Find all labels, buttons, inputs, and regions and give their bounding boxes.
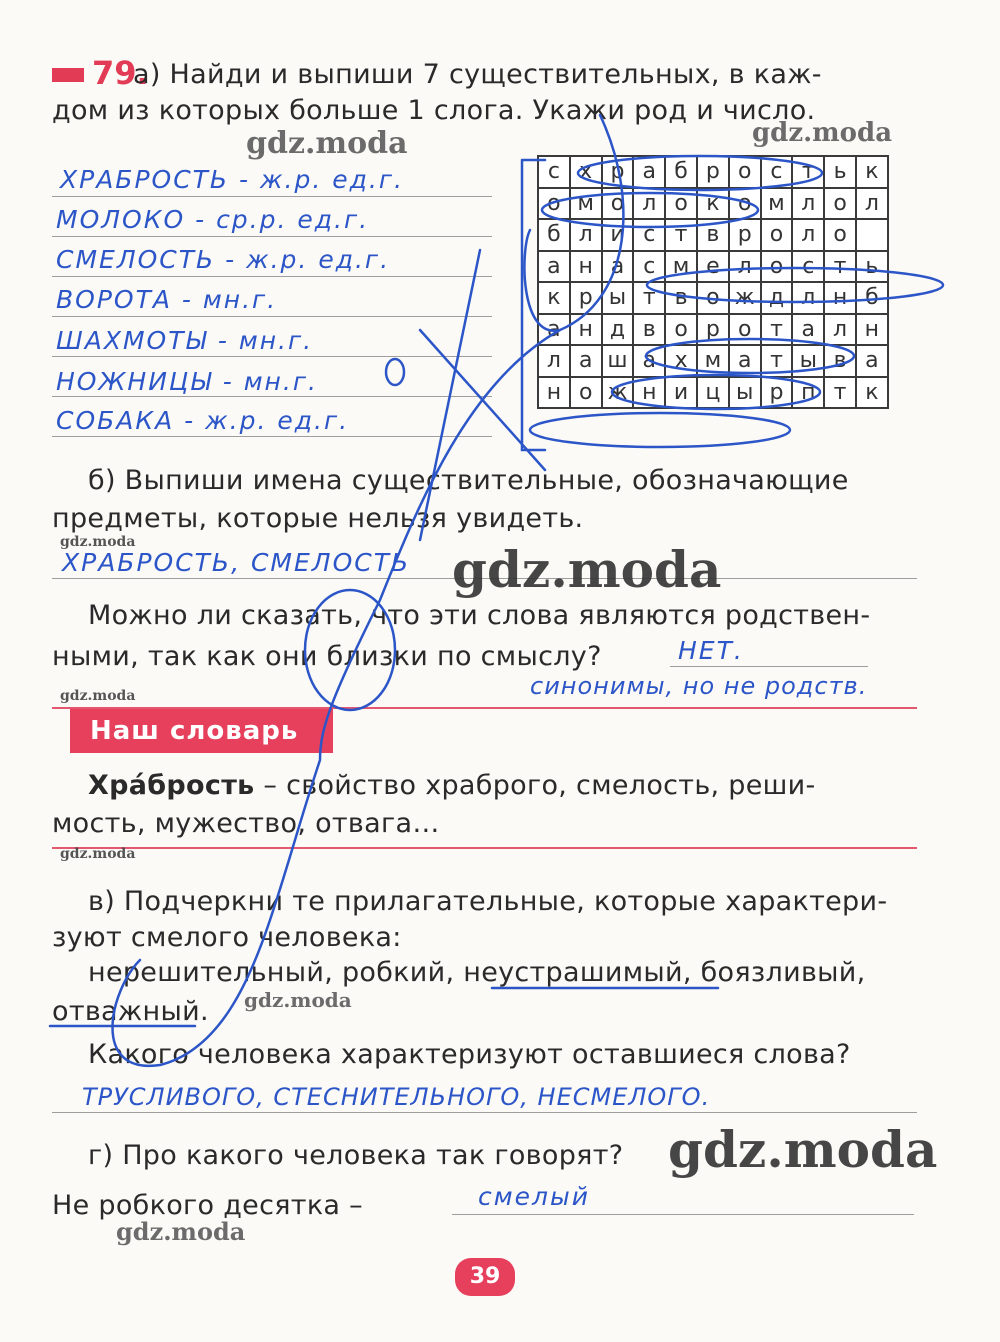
grid-cell: л <box>856 188 888 220</box>
answer-rule <box>52 276 492 277</box>
answer-d: смелый <box>478 1182 590 1211</box>
grid-cell <box>856 219 888 251</box>
answer-rule <box>52 196 492 197</box>
grid-cell: т <box>761 345 793 377</box>
grid-cell: б <box>538 219 570 251</box>
task-c-line1: в) Подчеркни те прилагательные, которые характери- <box>88 886 888 917</box>
grid-cell: р <box>697 314 729 346</box>
grid-cell: л <box>538 345 570 377</box>
watermark: gdz.moda <box>60 688 136 704</box>
grid-cell: и <box>602 219 634 251</box>
grid-cell: а <box>729 345 761 377</box>
grid-cell: р <box>570 282 602 314</box>
grid-cell: и <box>665 377 697 409</box>
task-b-line2: предметы, которые нельзя увидеть. <box>52 503 584 534</box>
grid-cell: а <box>633 156 665 188</box>
grid-cell: д <box>761 282 793 314</box>
answer-rule <box>52 1112 917 1113</box>
answer-b-q2: синонимы, но не родств. <box>530 672 868 700</box>
grid-cell: п <box>792 377 824 409</box>
grid-row <box>538 314 888 346</box>
grid-cell: в <box>824 345 856 377</box>
answer-rule <box>52 356 492 357</box>
grid-cell: с <box>633 219 665 251</box>
grid-cell: р <box>729 219 761 251</box>
task-b-line1: б) Выпиши имена существительные, обозначающие <box>88 465 849 496</box>
grid-cell: о <box>761 251 793 283</box>
grid-cell: л <box>792 282 824 314</box>
grid-cell: ы <box>792 345 824 377</box>
grid-cell: а <box>856 345 888 377</box>
grid-cell: о <box>665 314 697 346</box>
grid-cell: б <box>856 282 888 314</box>
grid-cell: б <box>665 156 697 188</box>
grid-cell: в <box>633 314 665 346</box>
grid-cell: а <box>602 251 634 283</box>
grid-cell: ы <box>602 282 634 314</box>
grid-cell: р <box>697 156 729 188</box>
grid-cell: ж <box>729 282 761 314</box>
grid-row <box>538 219 888 251</box>
grid-cell: ь <box>824 156 856 188</box>
grid-cell: т <box>633 282 665 314</box>
watermark: gdz.moda <box>60 534 136 550</box>
answer-rule <box>670 666 868 667</box>
watermark: gdz.moda <box>752 118 893 148</box>
grid-cell: о <box>729 156 761 188</box>
dictionary-line1 <box>88 770 816 801</box>
answer-a-3: СМЕЛОСТЬ - ж.р. ед.г. <box>56 245 391 274</box>
grid-cell: в <box>665 282 697 314</box>
grid-cell: о <box>570 377 602 409</box>
answer-a-4: ВОРОТА - мн.г. <box>56 285 278 314</box>
grid-cell: н <box>856 314 888 346</box>
answer-a-1: ХРАБРОСТЬ - ж.р. ед.г. <box>60 165 404 194</box>
task-c-question: Какого человека характеризуют оставшиеся слова? <box>88 1039 851 1070</box>
answer-rule <box>52 316 492 317</box>
grid-cell: т <box>792 156 824 188</box>
grid-cell: н <box>570 314 602 346</box>
grid-cell: н <box>538 377 570 409</box>
task-c-line2: зуют смелого человека: <box>52 922 402 953</box>
grid-cell: т <box>665 219 697 251</box>
grid-cell: о <box>602 188 634 220</box>
dictionary-word: Хра́брость <box>88 770 255 801</box>
task-marker <box>52 68 84 82</box>
answer-a-5: ШАХМОТЫ - мн.г. <box>56 326 314 355</box>
grid-cell: м <box>697 345 729 377</box>
grid-cell: л <box>633 188 665 220</box>
grid-cell: а <box>570 345 602 377</box>
doodle-loop <box>386 359 404 385</box>
grid-cell: к <box>538 282 570 314</box>
answer-a-6: НОЖНИЦЫ - мн.г. <box>56 367 318 396</box>
grid-cell: ы <box>729 377 761 409</box>
grid-cell: о <box>538 188 570 220</box>
grid-cell: о <box>761 219 793 251</box>
grid-cell: а <box>633 345 665 377</box>
answer-rule <box>52 396 492 397</box>
grid-row <box>538 345 888 377</box>
task-b-question-line2: ными, так как они близки по смыслу? <box>52 641 602 672</box>
grid-cell: ж <box>602 377 634 409</box>
grid-cell: а <box>538 314 570 346</box>
answer-a-2: МОЛОКО - ср.р. ед.г. <box>56 205 370 234</box>
task-a-line2: дом из которых больше 1 слога. Укажи род и число. <box>52 95 816 126</box>
grid-cell: о <box>729 314 761 346</box>
grid-cell: д <box>602 314 634 346</box>
dictionary-line2: мость, мужество, отвага… <box>52 808 440 839</box>
grid-cell: л <box>792 219 824 251</box>
red-rule <box>52 847 917 849</box>
grid-cell: о <box>824 188 856 220</box>
grid-cell: л <box>729 251 761 283</box>
grid-cell: с <box>761 156 793 188</box>
grid-cell: н <box>824 282 856 314</box>
grid-cell: ц <box>697 377 729 409</box>
grid-cell: в <box>697 219 729 251</box>
grid-row <box>538 377 888 409</box>
grid-cell: м <box>570 188 602 220</box>
answer-c: ТРУСЛИВОГО, СТЕСНИТЕЛЬНОГО, НЕСМЕЛОГО. <box>82 1083 711 1111</box>
grid-cell: а <box>792 314 824 346</box>
grid-cell: т <box>824 251 856 283</box>
answer-rule <box>52 436 492 437</box>
task-number: 79. <box>92 54 149 92</box>
watermark: gdz.moda <box>668 1120 938 1179</box>
grid-cell: н <box>570 251 602 283</box>
task-c-words-line2: отважный. <box>52 996 209 1027</box>
grid-cell: м <box>665 251 697 283</box>
grid-cell: л <box>570 219 602 251</box>
doodle-line <box>420 330 545 470</box>
grid-cell: о <box>697 282 729 314</box>
grid-cell: л <box>824 314 856 346</box>
grid-cell: н <box>633 377 665 409</box>
grid-cell: с <box>792 251 824 283</box>
answer-a-7: СОБАКА - ж.р. ед.г. <box>56 406 350 435</box>
grid-cell: о <box>665 188 697 220</box>
grid-cell: ь <box>856 251 888 283</box>
grid-cell: с <box>538 156 570 188</box>
watermark: gdz.moda <box>60 846 136 862</box>
task-d-line1: г) Про какого человека так говорят? <box>88 1140 624 1171</box>
grid-cell: р <box>761 377 793 409</box>
grid-cell: а <box>538 251 570 283</box>
grid-cell: ш <box>602 345 634 377</box>
grid-cell: о <box>824 219 856 251</box>
doodle-line <box>420 250 480 540</box>
page-number: 39 <box>455 1258 515 1296</box>
grid-cell: т <box>761 314 793 346</box>
watermark: gdz.moda <box>452 540 722 599</box>
grid-cell: х <box>665 345 697 377</box>
answer-rule <box>452 1214 914 1215</box>
watermark: gdz.moda <box>116 1217 246 1246</box>
grid-cell: о <box>729 188 761 220</box>
grid-cell: к <box>856 156 888 188</box>
task-c-words-line1: нерешительный, робкий, неустрашимый, боязливый, <box>88 957 866 988</box>
watermark: gdz.moda <box>244 988 352 1012</box>
answer-b-q1: НЕТ. <box>678 636 744 665</box>
grid-cell: м <box>761 188 793 220</box>
task-d-saying: Не робкого десятка – <box>52 1190 363 1221</box>
grid-cell: к <box>856 377 888 409</box>
grid-cell: л <box>792 188 824 220</box>
grid-cell: т <box>824 377 856 409</box>
letter-grid <box>537 155 889 409</box>
grid-row <box>538 188 888 220</box>
grid-cell: с <box>633 251 665 283</box>
grid-row <box>538 251 888 283</box>
answer-rule <box>52 236 492 237</box>
grid-cell: е <box>697 251 729 283</box>
dictionary-banner: Наш словарь <box>70 709 333 753</box>
grid-cell: р <box>602 156 634 188</box>
answer-b: ХРАБРОСТЬ, СМЕЛОСТЬ <box>62 548 411 577</box>
grid-loop-ножницы <box>530 413 790 447</box>
grid-row <box>538 282 888 314</box>
grid-cell: х <box>570 156 602 188</box>
grid-row <box>538 156 888 188</box>
watermark: gdz.moda <box>246 126 408 161</box>
task-a-line1: а) Найди и выпиши 7 существительных, в каж- <box>133 59 822 90</box>
grid-cell: к <box>697 188 729 220</box>
task-b-question-line1: Можно ли сказать, что эти слова являются родствен- <box>88 600 871 631</box>
dictionary-definition: – свойство храброго, смелость, реши- <box>254 770 816 801</box>
